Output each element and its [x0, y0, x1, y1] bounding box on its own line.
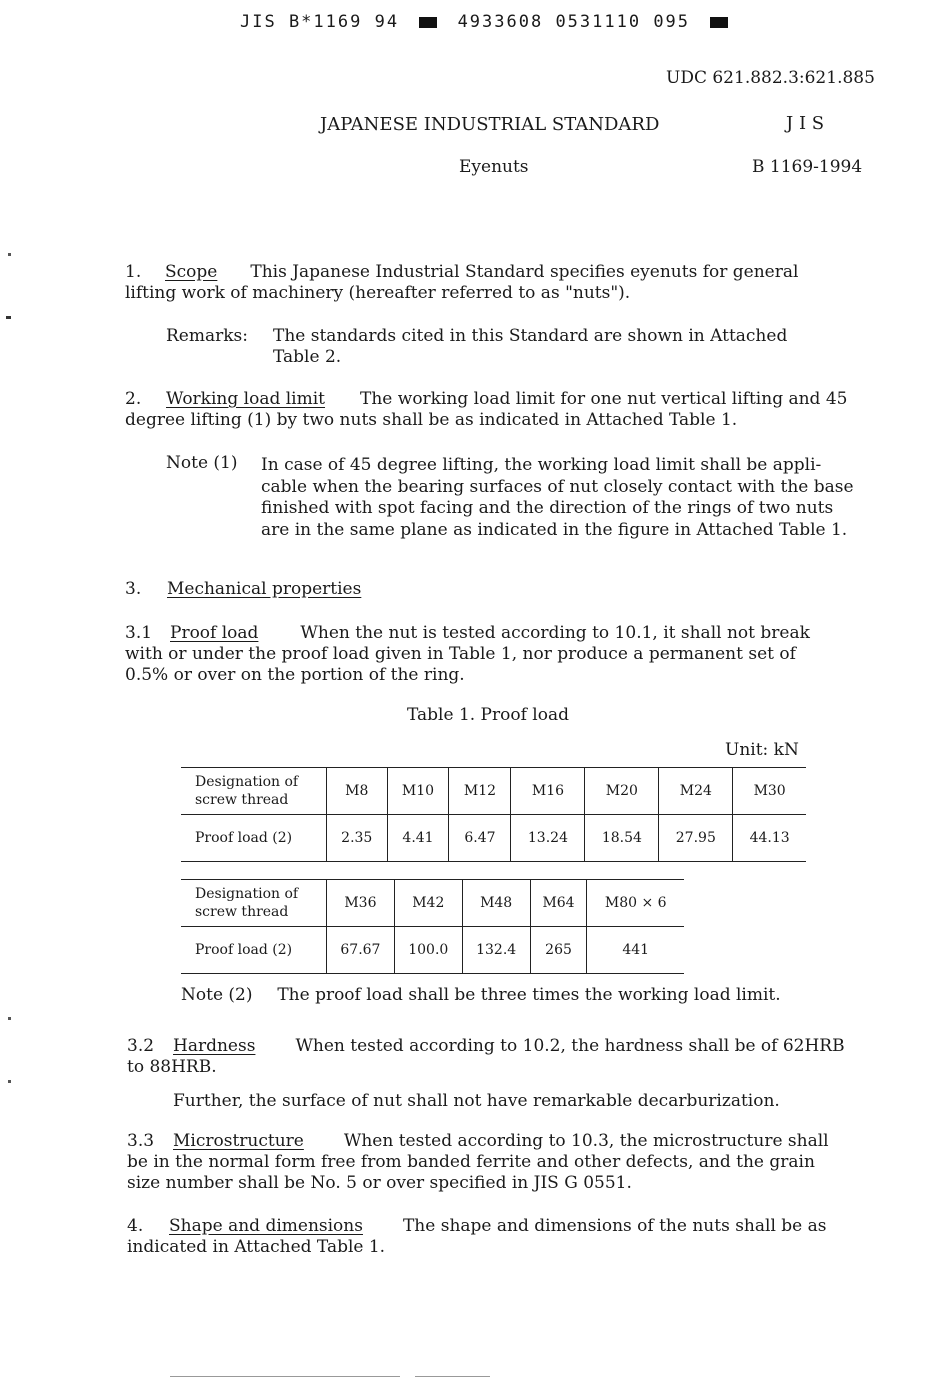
proof-load-label: Proof load (2) [195, 830, 293, 846]
section-4-text-2: indicated in Attached Table 1. [127, 1237, 386, 1257]
scan-mark [8, 1080, 11, 1083]
designation-label-2: screw thread [195, 904, 289, 920]
section-1-text-2: lifting work of machinery (hereafter referred to as "nuts"). [125, 283, 631, 303]
section-3 [125, 579, 361, 599]
proof-load-cell: 67.67 [327, 927, 395, 974]
section-2 [125, 389, 847, 431]
designation-cell: M20 [585, 768, 659, 815]
proof-load-cell: 44.13 [733, 815, 806, 862]
header-stamp [240, 12, 728, 32]
section-3-2-text-1: When tested according to 10.2, the hardness shall be of 62HRB [295, 1036, 845, 1056]
designation-cell: M16 [511, 768, 585, 815]
section-3-2-text-2: to 88HRB. [127, 1057, 217, 1077]
udc-number: UDC 621.882.3:621.885 [666, 68, 875, 88]
section-3-3 [127, 1131, 829, 1194]
proof-load-cell: 441 [587, 927, 684, 974]
section-3-1-text-2: with or under the proof load given in Table 1, nor produce a permanent set of [125, 644, 796, 664]
section-3-2-number: 3.2 [127, 1036, 155, 1056]
section-3-3-text-3: size number shall be No. 5 or over specified in JIS G 0551. [127, 1173, 632, 1193]
footer-rule [415, 1376, 490, 1377]
designation-label-1: Designation of [195, 886, 299, 902]
designation-label-2: screw thread [195, 792, 289, 808]
section-3-2-heading: Hardness [173, 1036, 256, 1056]
section-2-text-1: The working load limit for one nut vertical lifting and 45 [360, 389, 848, 409]
designation-cell: M10 [387, 768, 449, 815]
table-caption: Table 1. Proof load [407, 705, 569, 725]
designation-cell: M8 [327, 768, 388, 815]
proof-load-cell: 6.47 [449, 815, 511, 862]
section-3-1-heading: Proof load [170, 623, 259, 643]
designation-cell: M80 × 6 [587, 880, 684, 927]
designation-cell: M12 [449, 768, 511, 815]
table-note [181, 985, 781, 1005]
section-3-number: 3. [125, 579, 142, 599]
section-3-3-text-1: When tested according to 10.3, the microstructure shall [343, 1131, 829, 1151]
table-row [181, 815, 806, 862]
proof-load-cell: 2.35 [327, 815, 388, 862]
stamp-serial: 4933608 0531110 095 [457, 12, 691, 32]
section-3-3-heading: Microstructure [173, 1131, 304, 1151]
note-1-line: finished with spot facing and the direction of the rings of two nuts [261, 498, 834, 518]
proof-load-cell: 265 [530, 927, 587, 974]
note-1-line: cable when the bearing surfaces of nut closely contact with the base [261, 476, 854, 497]
table-row [181, 880, 684, 927]
standard-designation: B 1169-1994 [752, 157, 863, 177]
footer-rule [170, 1376, 400, 1377]
designation-label-1: Designation of [195, 774, 299, 790]
section-4-line1 [127, 1216, 827, 1237]
table-note-label: Note (2) [181, 985, 253, 1005]
section-4-text-1: The shape and dimensions of the nuts shall be as [402, 1216, 827, 1236]
section-4-number: 4. [127, 1216, 144, 1236]
section-3-1 [125, 623, 810, 686]
designation-cell: M24 [659, 768, 733, 815]
note-1-line: are in the same plane as indicated in the figure in Attached Table 1. [261, 519, 848, 540]
remarks-label: Remarks: [166, 326, 248, 346]
remarks-line-1: The standards cited in this Standard are shown in Attached [273, 326, 788, 346]
section-2-heading: Working load limit [166, 389, 326, 409]
table-unit: Unit: kN [725, 740, 799, 760]
document-title: Eyenuts [459, 157, 529, 177]
section-2-number: 2. [125, 389, 142, 409]
proof-load-cell: 18.54 [585, 815, 659, 862]
proof-load-table-part2 [181, 879, 684, 974]
designation-header [181, 768, 327, 815]
proof-load-cell: 100.0 [394, 927, 462, 974]
section-1-number: 1. [125, 262, 142, 282]
proof-load-label: Proof load (2) [195, 942, 293, 958]
proof-load-header [181, 927, 327, 974]
remarks-line-2: Table 2. [273, 347, 342, 367]
proof-load-cell: 27.95 [659, 815, 733, 862]
note-1-body [261, 455, 854, 541]
section-3-1-line1 [125, 623, 810, 644]
section-1-heading: Scope [165, 262, 218, 282]
stamp-block-mark-end [710, 17, 728, 28]
section-1-text-1: This Japanese Industrial Standard specifies eyenuts for general [250, 262, 799, 282]
note-1-line: In case of 45 degree lifting, the working load limit shall be appli- [261, 455, 822, 475]
designation-cell: M42 [394, 880, 462, 927]
section-3-1-text-1: When the nut is tested according to 10.1, it shall not break [300, 623, 810, 643]
designation-cell: M64 [530, 880, 587, 927]
proof-load-header [181, 815, 327, 862]
scan-mark [8, 1017, 11, 1020]
proof-load-table-part1 [181, 767, 806, 862]
section-3-3-number: 3.3 [127, 1131, 155, 1151]
proof-load-cell: 4.41 [387, 815, 449, 862]
section-2-line1 [125, 389, 847, 410]
section-3-2 [127, 1036, 845, 1078]
section-3-3-line1 [127, 1131, 829, 1152]
table-row [181, 768, 806, 815]
standard-body: JAPANESE INDUSTRIAL STANDARD [320, 114, 660, 135]
scan-mark [6, 316, 11, 319]
note-1-label: Note (1) [166, 453, 238, 473]
section-4 [127, 1216, 827, 1258]
jis-mark: J I S [786, 113, 825, 134]
designation-cell: M48 [462, 880, 530, 927]
proof-load-cell: 13.24 [511, 815, 585, 862]
section-3-2-line1 [127, 1036, 845, 1057]
table-note-text: The proof load shall be three times the working load limit. [277, 985, 781, 1005]
stamp-code: JIS B*1169 94 [240, 12, 400, 32]
scan-mark [8, 253, 11, 256]
proof-load-cell: 132.4 [462, 927, 530, 974]
section-3-heading: Mechanical properties [167, 579, 362, 599]
section-3-2-text-3: Further, the surface of nut shall not have remarkable decarburization. [173, 1091, 780, 1111]
designation-cell: M36 [327, 880, 395, 927]
section-4-heading: Shape and dimensions [169, 1216, 363, 1236]
section-3-1-number: 3.1 [125, 623, 153, 643]
stamp-block-mark [419, 17, 437, 28]
designation-header [181, 880, 327, 927]
section-1 [125, 262, 798, 304]
section-1-line1 [125, 262, 798, 283]
designation-cell: M30 [733, 768, 806, 815]
section-3-3-text-2: be in the normal form free from banded ferrite and other defects, and the grain [127, 1152, 815, 1172]
section-2-text-2: degree lifting (1) by two nuts shall be as indicated in Attached Table 1. [125, 410, 738, 430]
table-row [181, 927, 684, 974]
section-3-1-text-3: 0.5% or over on the portion of the ring. [125, 665, 465, 685]
